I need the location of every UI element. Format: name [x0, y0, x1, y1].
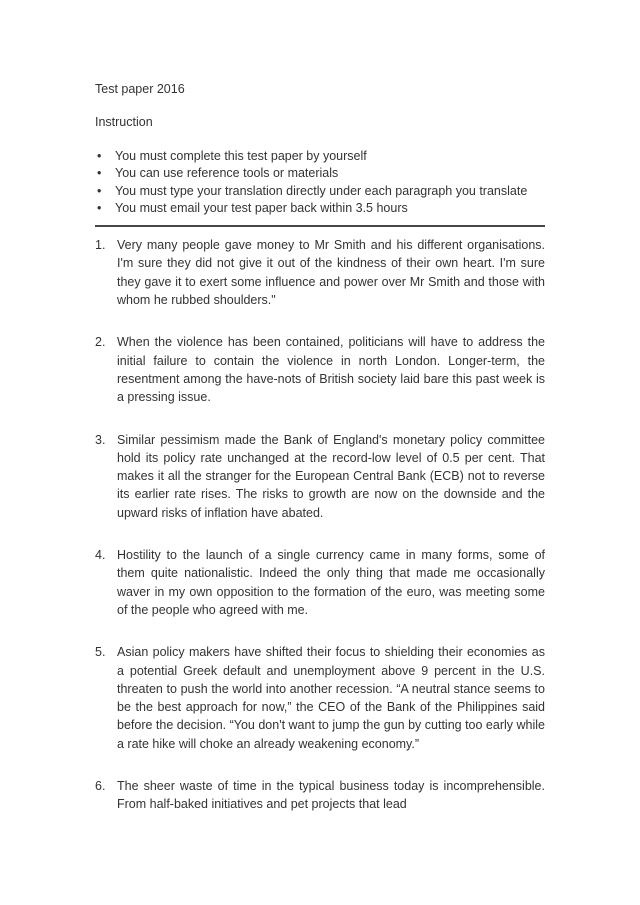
paragraph-number: 5. [95, 645, 106, 660]
instruction-item [95, 165, 545, 182]
paragraph-text: Hostility to the launch of a single currency came in many forms, some of them quite nationalistic. Indeed the only thing that made me occasionally waver in my own opposition to the formation of the euro, was meeting some of the people who agreed with me. [117, 548, 545, 617]
paragraph-item [95, 777, 545, 814]
paragraph-number: 3. [95, 432, 106, 447]
bullet-icon: • [97, 200, 102, 215]
paragraph-text: Asian policy makers have shifted their focus to shielding their economies as a potential Greek default and unemployment above 9 percent in the U.S. threaten to push the world into another recession. “A neutral stance seems to be the best approach for now,” the CEO of the Bank of the Philippines said before the decision. “You don't want to jump the gun by cutting too early while a rate hike will choke an already weakening economy.” [117, 645, 545, 751]
paragraph-text: Similar pessimism made the Bank of England's monetary policy committee hold its policy rate unchanged at the record-low level of 0.5 per cent. That makes it all the stranger for the European Central Bank (ECB) not to reverse its earlier rate rises. The risks to growth are now on the downside and the upward risks of inflation have abated. [117, 432, 545, 520]
instruction-item [95, 148, 545, 165]
instruction-item [95, 200, 545, 217]
instruction-text: You can use reference tools or materials [115, 166, 339, 181]
paragraph-text: The sheer waste of time in the typical business today is incomprehensible. From half-baked initiatives and pet projects that lead [117, 779, 545, 812]
paragraph-item [95, 333, 545, 406]
paragraph-number: 6. [95, 779, 106, 794]
bullet-icon: • [97, 166, 102, 181]
instruction-text: You must email your test paper back within 3.5 hours [115, 200, 408, 215]
paragraph-item [95, 431, 545, 522]
paragraph-item [95, 546, 545, 619]
instruction-text: You must complete this test paper by yourself [115, 149, 367, 163]
paragraph-item [95, 236, 545, 309]
paragraph-number: 4. [95, 548, 106, 563]
instruction-item [95, 183, 545, 200]
paragraph-text: When the violence has been contained, politicians will have to address the initial failure to contain the violence in north London. Longer-term, the resentment among the have-nots of British society laid bare this past week is a pressing issue. [117, 335, 545, 405]
bullet-icon: • [97, 183, 102, 198]
section-divider [95, 225, 545, 227]
instruction-list [95, 148, 545, 217]
instruction-text: You must type your translation directly under each paragraph you translate [115, 183, 528, 198]
paragraph-text: Very many people gave money to Mr Smith and his different organisations. I'm sure they did not give it out of the kindness of their own heart. I'm sure they gave it to exert some influence and power over Mr Smith and those with whom he rubbed shoulders." [117, 238, 545, 308]
page-title: Test paper 2016 [95, 82, 185, 96]
paragraph-number: 1. [95, 238, 106, 253]
instruction-heading: Instruction [95, 115, 153, 129]
bullet-icon: • [97, 149, 102, 163]
paragraph-item [95, 643, 545, 753]
paragraph-number: 2. [95, 335, 106, 350]
document-content [95, 80, 545, 838]
